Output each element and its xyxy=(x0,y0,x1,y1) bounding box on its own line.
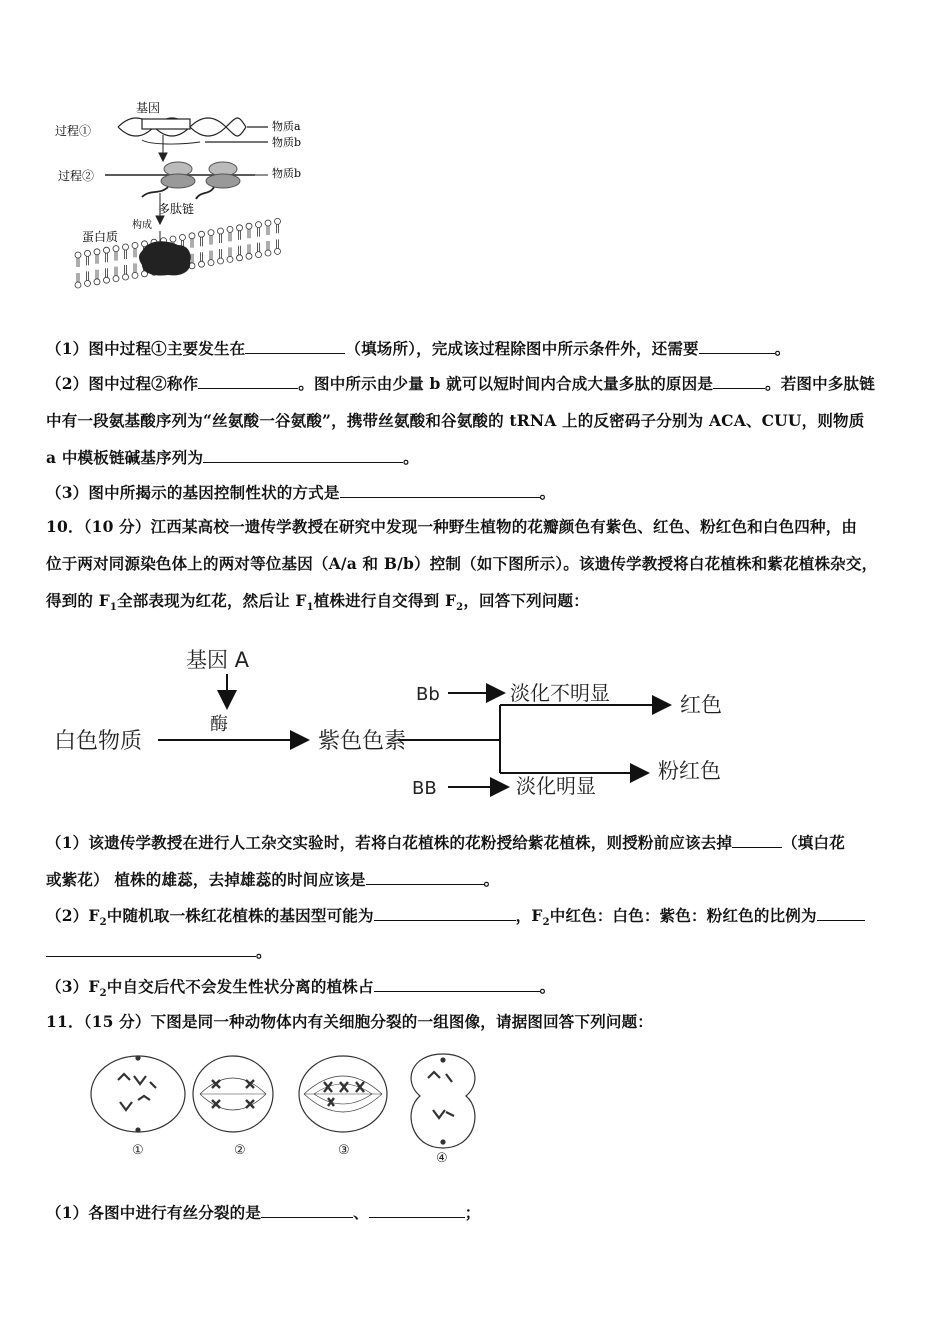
lipid-head xyxy=(94,249,100,255)
label-gene-a: 基因 A xyxy=(186,648,250,672)
q9-p2b: 。图中所示由少量 b 就可以短时间内合成大量多肽的原因是 xyxy=(298,374,714,393)
lipid-tail xyxy=(96,255,98,264)
answer-blank[interactable] xyxy=(374,906,516,921)
answer-blank[interactable] xyxy=(340,483,540,498)
arrow-transcription xyxy=(159,135,167,161)
lipid-head xyxy=(85,250,91,256)
label-material-a: 物质a xyxy=(272,120,301,133)
cell-number-3: ③ xyxy=(338,1143,350,1158)
lipid-tail xyxy=(229,247,231,256)
q10-intro-1: 10．（10 分）江西某高校一遗传学教授在研究中发现一种野生植物的花瓣颜色有紫色、红色、粉红色和白色四种，由 xyxy=(46,517,858,536)
lipid-head xyxy=(132,242,138,248)
lipid-tail xyxy=(267,226,269,235)
lipid-head xyxy=(227,256,233,262)
lipid-head xyxy=(189,233,195,239)
lipid-tail xyxy=(134,248,136,257)
answer-blank[interactable] xyxy=(198,374,298,389)
label-purple-pigment: 紫色色素 xyxy=(318,729,407,754)
q10-p2d: 中红色：白色：紫色：粉红色的比例为 xyxy=(549,906,817,925)
q9-p1b: （填场所），完成该过程除图中所示条件外，还需要 xyxy=(345,339,699,358)
cell-2 xyxy=(193,1056,273,1132)
label-process1: 过程① xyxy=(55,124,92,138)
q9-p3: （3）图中所揭示的基因控制性状的方式是 xyxy=(46,483,340,502)
q10-p1: （1）该遗传学教授在进行人工杂交实验时，若将白花植株的花粉授给紫花植株，则授粉前应该去掉 xyxy=(46,833,733,852)
q10-p2b: 中随机取一株红花植株的基因型可能为 xyxy=(106,906,374,925)
lipid-head xyxy=(237,255,243,261)
subscript: 1 xyxy=(109,602,118,614)
q10-p2e: 。 xyxy=(256,942,272,961)
lipid-head xyxy=(275,248,281,254)
q9-p1c: 。 xyxy=(774,339,791,358)
subscript: 1 xyxy=(306,602,314,614)
q9-p2f: 。 xyxy=(403,448,419,467)
lipid-head xyxy=(104,247,110,253)
lipid-tail xyxy=(191,254,193,263)
lipid-tail xyxy=(115,252,117,261)
subscript: 2 xyxy=(542,917,550,929)
q11-p1: （1）各图中进行有丝分裂的是 xyxy=(46,1203,262,1222)
lipid-tail xyxy=(96,270,98,279)
lipid-tail xyxy=(258,243,260,252)
lipid-tail xyxy=(210,251,212,260)
label-material-b-2: 物质b xyxy=(272,167,302,180)
lipid-head xyxy=(94,279,100,285)
lipid-head xyxy=(75,282,81,288)
cell-number-2: ② xyxy=(234,1143,246,1158)
lipid-head xyxy=(256,252,262,258)
lipid-tail xyxy=(210,236,212,245)
answer-blank[interactable] xyxy=(732,833,782,848)
lipid-tail xyxy=(125,250,127,259)
cell-4 xyxy=(411,1054,475,1148)
lipid-head xyxy=(275,218,281,224)
lipid-tail xyxy=(248,229,250,238)
lipid-head xyxy=(132,272,138,278)
cell-number-1: ① xyxy=(132,1143,144,1158)
gene-expression-figure xyxy=(50,95,330,310)
q9-p2c: 。若图中多肽链 xyxy=(765,374,875,393)
lipid-tail xyxy=(134,263,136,272)
q11-p1c: ； xyxy=(464,1203,481,1222)
answer-blank[interactable] xyxy=(203,448,403,463)
label-bb-hom: BB xyxy=(412,778,437,799)
answer-blank[interactable] xyxy=(699,339,775,354)
lipid-tail xyxy=(201,252,203,261)
answer-blank[interactable] xyxy=(817,906,865,921)
q10-p1c: 或紫花） 植株的雄蕊，去掉雄蕊的时间应该是 xyxy=(46,870,366,889)
lipid-tail xyxy=(229,232,231,241)
lipid-tail xyxy=(125,265,127,274)
lipid-tail xyxy=(106,253,108,262)
label-bb-het: Bb xyxy=(416,684,440,705)
lipid-head xyxy=(85,280,91,286)
q10-p1d: 。 xyxy=(483,870,500,889)
q10-p3c: 。 xyxy=(539,977,556,996)
cell-number-4: ④ xyxy=(436,1151,448,1166)
lipid-tail xyxy=(248,244,250,253)
q10-p3a: （3）F xyxy=(46,977,100,996)
answer-blank[interactable] xyxy=(369,1203,465,1218)
lipid-head xyxy=(104,277,110,283)
lipid-head xyxy=(170,236,176,242)
lipid-tail xyxy=(77,273,79,282)
label-gene: 基因 xyxy=(136,101,161,115)
lipid-tail xyxy=(106,268,108,277)
q9-p1: （1）图中过程①主要发生在 xyxy=(46,339,246,358)
lipid-tail xyxy=(87,271,89,280)
label-constitute: 构成 xyxy=(132,220,152,231)
lipid-tail xyxy=(267,241,269,250)
arrow-translation xyxy=(156,193,164,243)
lipid-head xyxy=(227,226,233,232)
q10-intro-3a: 得到的 F xyxy=(46,591,110,610)
answer-blank[interactable] xyxy=(261,1203,353,1218)
q11-p1b: 、 xyxy=(353,1203,369,1222)
lipid-tail xyxy=(191,239,193,248)
lipid-head xyxy=(256,222,262,228)
lipid-tail xyxy=(277,224,279,233)
lipid-head xyxy=(75,252,81,258)
label-protein: 蛋白质 xyxy=(82,230,119,244)
q10-intro-3c: 植株进行自交得到 F xyxy=(313,591,457,610)
subscript: 2 xyxy=(99,917,107,929)
label-fade-weak: 淡化不明显 xyxy=(510,681,610,705)
lipid-head xyxy=(265,250,271,256)
lipid-tail xyxy=(220,249,222,258)
label-process2: 过程② xyxy=(58,169,95,183)
q9-p3b: 。 xyxy=(539,483,556,502)
lipid-tail xyxy=(258,228,260,237)
lipid-head xyxy=(113,246,119,252)
label-red: 红色 xyxy=(680,693,722,717)
lipid-head xyxy=(208,230,214,236)
lipid-tail xyxy=(239,231,241,240)
label-pink: 粉红色 xyxy=(658,759,721,783)
q9-p2d: 中有一段氨基酸序列为“丝氨酸一谷氨酸”，携带丝氨酸和谷氨酸的 tRNA 上的反密码子分别为 ACA、CUU，则物质 xyxy=(46,411,865,430)
answer-blank[interactable] xyxy=(713,374,765,389)
lipid-tail xyxy=(87,256,89,265)
lipid-tail xyxy=(77,258,79,267)
membrane-protein xyxy=(139,241,191,275)
label-white-substance: 白色物质 xyxy=(54,729,143,754)
q11-intro: 11．（15 分）下图是同一种动物体内有关细胞分裂的一组图像，请据图回答下列问题： xyxy=(46,1012,653,1031)
lipid-tail xyxy=(201,237,203,246)
lipid-head xyxy=(180,234,186,240)
label-material-b-1: 物质b xyxy=(272,136,302,149)
lipid-tail xyxy=(220,234,222,243)
label-polypeptide: 多肽链 xyxy=(158,202,195,216)
q10-intro-2: 位于两对同源染色体上的两对等位基因（A/a 和 B/b）控制（如下图所示）。该遗传学教授将白花植株和紫花植株杂交， xyxy=(46,554,878,573)
lipid-head xyxy=(208,260,214,266)
q10-intro-3d: ，回答下列问题： xyxy=(463,591,589,610)
lipid-head xyxy=(246,223,252,229)
q10-p2a: （2）F xyxy=(46,906,100,925)
label-fade-strong: 淡化明显 xyxy=(516,774,596,798)
answer-blank[interactable] xyxy=(46,942,256,957)
answer-blank[interactable] xyxy=(374,977,540,992)
label-enzyme: 酶 xyxy=(210,714,228,735)
cell-3 xyxy=(299,1056,387,1132)
lipid-head xyxy=(199,261,205,267)
lipid-head xyxy=(265,220,271,226)
answer-blank[interactable] xyxy=(245,339,345,354)
q10-p2c: ，F xyxy=(515,906,543,925)
lipid-head xyxy=(123,274,129,280)
q10-p3b: 中自交后代不会发生性状分离的植株占 xyxy=(106,977,374,996)
dna-helix xyxy=(118,118,268,144)
cell-1 xyxy=(91,1056,185,1132)
lipid-head xyxy=(218,258,224,264)
lipid-head xyxy=(113,276,119,282)
answer-blank[interactable] xyxy=(366,870,484,885)
q10-p1b: （填白花 xyxy=(782,833,845,852)
lipid-head xyxy=(199,231,205,237)
subscript: 2 xyxy=(99,988,107,1000)
pigment-pathway-figure xyxy=(50,640,770,810)
lipid-head xyxy=(246,253,252,259)
lipid-tail xyxy=(239,246,241,255)
cell-division-figure xyxy=(88,1052,488,1172)
q10-intro-3b: 全部表现为红花，然后让 F xyxy=(117,591,307,610)
lipid-tail xyxy=(277,239,279,248)
lipid-tail xyxy=(115,267,117,276)
lipid-head xyxy=(237,225,243,231)
q9-p2e: a 中模板链碱基序列为 xyxy=(46,448,204,467)
lipid-head xyxy=(218,228,224,234)
q9-p2: （2）图中过程②称作 xyxy=(46,374,199,393)
mrna-ribosomes xyxy=(105,162,268,199)
lipid-head xyxy=(123,244,129,250)
subscript: 2 xyxy=(456,602,464,614)
